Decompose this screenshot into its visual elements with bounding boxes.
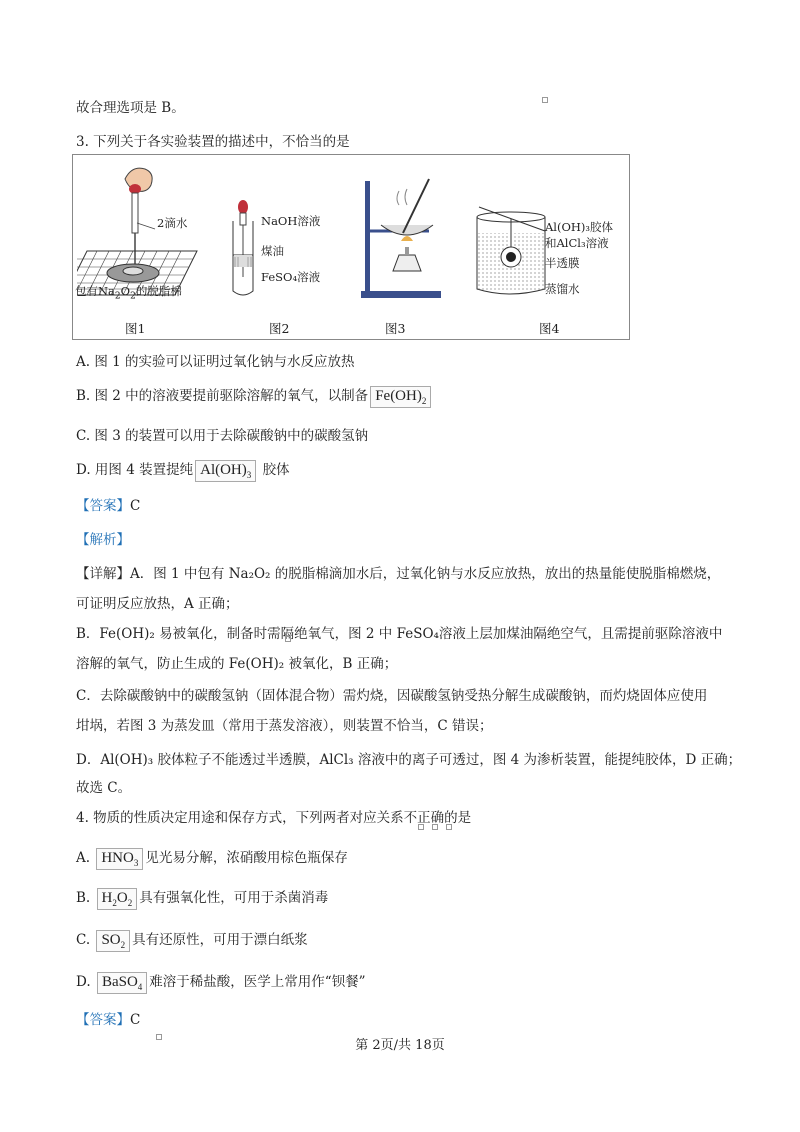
detail-line-3: B．Fe(OH)₂ 易被氧化，制备时需隔绝氧气，图 2 中 FeSO₄溶液上层加煤油隔绝空气，且需提前驱除溶液中 bbox=[76, 626, 723, 642]
question-3-option-d: D. 用图 4 装置提纯 $Al(OH)_3$ 胶体 bbox=[76, 461, 290, 480]
question-3-option-c: C. 图 3 的装置可以用于去除碳酸钠中的碳酸氢钠 bbox=[76, 428, 369, 444]
figure-2-drawing bbox=[223, 195, 263, 305]
question-4-option-c: C. $SO_2$ 具有还原性，可用于漂白纸浆 bbox=[76, 931, 308, 950]
question-3-answer: 【答案】C bbox=[76, 498, 141, 514]
previous-answer-conclusion: 故合理选项是 B。 bbox=[76, 100, 185, 116]
question-4-option-a: A. $HNO_3$ 见光易分解，浓硝酸用棕色瓶保存 bbox=[76, 849, 348, 868]
figure-2-oil-label: 煤油 bbox=[261, 244, 284, 258]
question-3-stem: 3. 下列关于各实验装置的描述中，不恰当的是 bbox=[76, 134, 350, 150]
formula-hno3: $HNO_3$ bbox=[96, 848, 143, 870]
formula-fe-oh-2: $Fe(OH)_2$ bbox=[370, 386, 431, 408]
detail-line-6: 坩埚，若图 3 为蒸发皿（常用于蒸发溶液），则装置不恰当，C 错误； bbox=[76, 718, 493, 734]
figure-4-caption: 图4 bbox=[539, 321, 560, 336]
figures-frame bbox=[72, 154, 630, 340]
figure-3-caption: 图3 bbox=[385, 321, 406, 336]
figure-1-drawing bbox=[77, 159, 227, 329]
figure-2-feso4-label: FeSO₄溶液 bbox=[261, 270, 321, 284]
analysis-heading: 【解析】 bbox=[76, 532, 130, 548]
figure-1-cotton-label: 包有$Na_2O_2$的脱脂棉 bbox=[75, 284, 182, 302]
question-3-option-b: B. 图 2 中的溶液要提前驱除溶解的氧气，以制备 $Fe(OH)_2$ bbox=[76, 384, 433, 408]
detail-line-4: 溶解的氧气，防止生成的 Fe(OH)₂ 被氧化，B 正确； bbox=[76, 656, 398, 672]
figure-4-colloid-label: Al(OH)₃胶体 bbox=[545, 220, 614, 234]
question-4-answer: 【答案】C bbox=[76, 1012, 141, 1028]
question-4-stem: 4. 物质的性质决定用途和保存方式，下列两者对应关系不正确的是 bbox=[76, 810, 472, 826]
formula-so2: $SO_2$ bbox=[96, 930, 130, 952]
figure-4-water-label: 蒸馏水 bbox=[545, 282, 580, 296]
detail-line-1: 【详解】A．图 1 中包有 Na₂O₂ 的脱脂棉滴加水后，过氧化钠与水反应放热，放出的热量能使脱脂棉燃烧， bbox=[76, 566, 721, 582]
scan-marker bbox=[432, 824, 438, 830]
scan-marker bbox=[418, 824, 424, 830]
figure-3-drawing bbox=[359, 175, 449, 305]
question-3-option-a: A. 图 1 的实验可以证明过氧化钠与水反应放热 bbox=[76, 354, 355, 370]
question-4-option-b: B. $H_2O_2$ 具有强氧化性，可用于杀菌消毒 bbox=[76, 889, 329, 908]
figure-1-caption: 图1 bbox=[125, 321, 146, 336]
scan-marker bbox=[542, 97, 548, 103]
formula-h2o2: $H_2O_2$ bbox=[97, 888, 138, 910]
page-footer: 第 2页/共 18页 bbox=[355, 1038, 445, 1053]
figure-1-water-label: 2滴水 bbox=[157, 216, 188, 230]
scan-marker bbox=[285, 636, 291, 642]
figure-4-drawing bbox=[473, 203, 553, 303]
figure-4-membrane-label: 半透膜 bbox=[545, 256, 580, 270]
detail-line-8: 故选 C。 bbox=[76, 780, 132, 796]
formula-baso4: BaSO$_4$ bbox=[97, 972, 147, 994]
figure-2-naoh-label: NaOH溶液 bbox=[261, 214, 321, 228]
figure-2-caption: 图2 bbox=[269, 321, 290, 336]
scan-marker bbox=[446, 824, 452, 830]
detail-line-7: D．Al(OH)₃ 胶体粒子不能透过半透膜，AlCl₃ 溶液中的离子可透过，图 4 为渗析装置，能提纯胶体，D 正确； bbox=[76, 752, 742, 768]
detail-line-5: C．去除碳酸钠中的碳酸氢钠（固体混合物）需灼烧，因碳酸氢钠受热分解生成碳酸钠，而灼烧固体应使用 bbox=[76, 688, 708, 704]
question-4-option-d: D. BaSO$_4$ 难溶于稀盐酸，医学上常用作“钡餐” bbox=[76, 973, 366, 992]
detail-line-2: 可证明反应放热，A 正确； bbox=[76, 596, 239, 612]
figure-4-solution-label: 和AlCl₃溶液 bbox=[545, 236, 609, 250]
formula-al-oh-3: $Al(OH)_3$ bbox=[195, 460, 256, 482]
